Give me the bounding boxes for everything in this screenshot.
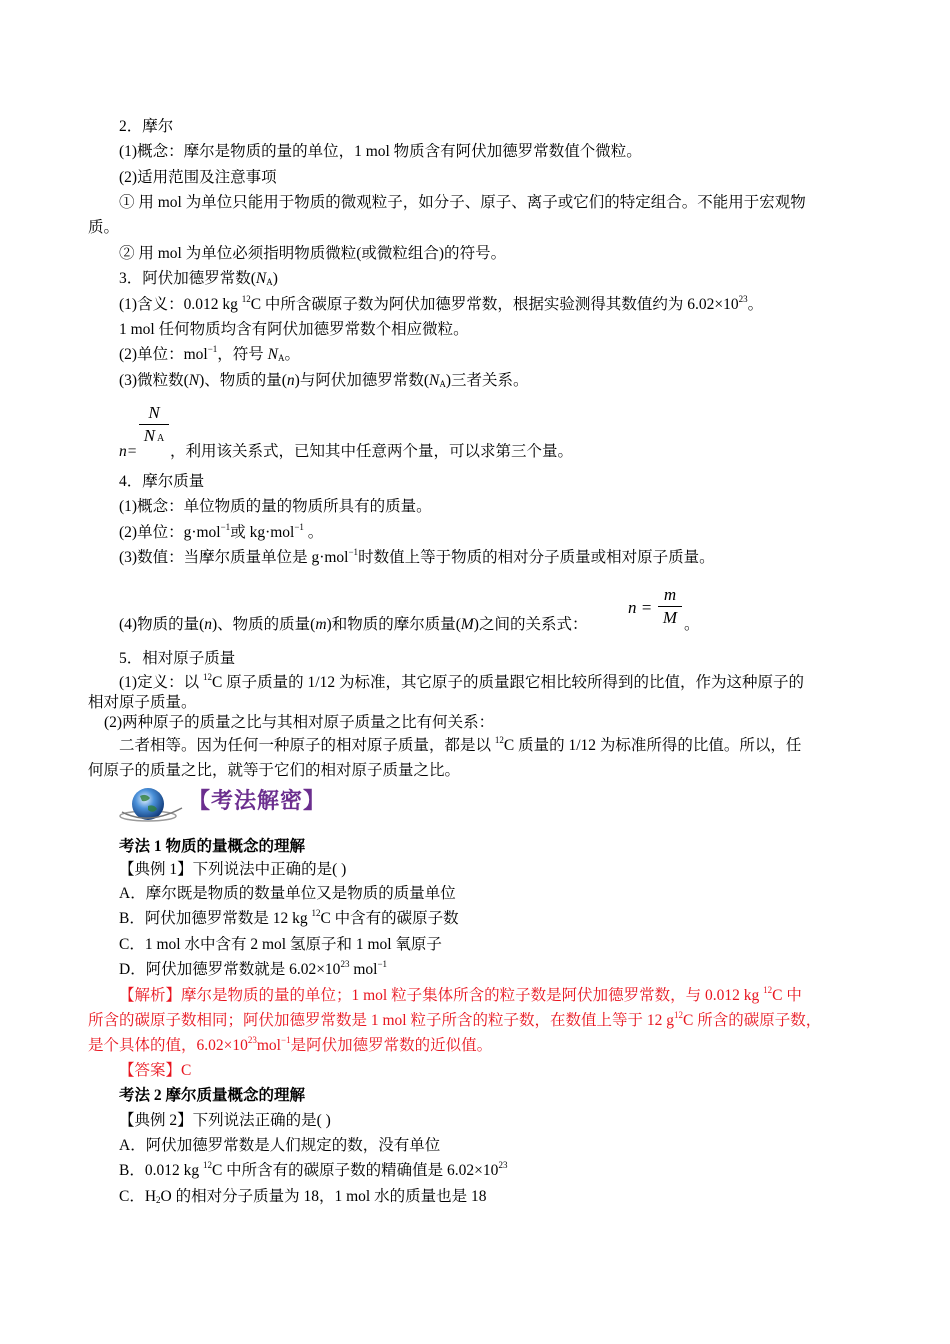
example-1-option-d: D．阿伏加德罗常数就是 $6.02\times 10^{23}$ mol$^{-1}$: [119, 959, 388, 978]
section-5-title: 5．相对原子质量: [119, 650, 236, 667]
relative-mass-answer-cont: 何原子的质量之比，就等于它们的相对原子质量之比。: [88, 762, 461, 779]
molar-mass-relation: (4)物质的量(n)、物质的质量(m)和物质的摩尔质量(M)之间的关系式：: [119, 616, 588, 633]
relative-mass-definition: (1)定义：以 $^{12}$C 原子质量的 1/12 为标准，其它原子的质量跟它相比较所得到的比值，作为这种原子的: [119, 672, 804, 691]
example-1-option-c: C．1 mol 水中含有 2 mol 氢原子和 1 mol 氧原子: [119, 936, 442, 953]
example-1-analysis-3: 是个具体的值，$6.02\times 10^{23}mol^{-1}$是阿伏加德罗常数的近似值。: [88, 1035, 493, 1054]
example-1-answer: 【答案】C: [119, 1062, 192, 1079]
section-3-title: 3．阿伏加德罗常数$(N_A)$: [119, 270, 278, 287]
formula-explanation: ，利用该关系式，已知其中任意两个量，可以求第三个量。: [170, 443, 574, 460]
example-1-option-b: B．阿伏加德罗常数是 12 kg $^{12}$C 中含有的碳原子数: [119, 908, 459, 927]
avogadro-relation: (3)微粒数(N)、物质的量(n)与阿伏加德罗常数$(N_A)$三者关系。: [119, 372, 529, 389]
formula2-fraction: [658, 584, 682, 629]
formula2-end: 。: [684, 616, 700, 633]
section-banner-title: 【考法解密】: [188, 789, 327, 814]
example-1-stem: 【典例 1】下列说法中正确的是( ): [119, 861, 347, 878]
method-2-title: 考法 2 摩尔质量概念的理解: [119, 1087, 306, 1104]
note-1: ① 用 mol 为单位只能用于物质的微观粒子，如分子、原子、离子或它们的特定组合。不能用于宏观物: [119, 194, 806, 211]
note-2: ② 用 mol 为单位必须指明物质微粒(或微粒组合)的符号。: [119, 245, 507, 262]
example-1-analysis-2: 所含的碳原子数相同；阿伏加德罗常数是 1 mol 粒子所含的粒子数，在数值上等于 12 $g^{12}C$ 所含的碳原子数，: [88, 1010, 822, 1029]
relative-mass-question: (2)两种原子的质量之比与其相对原子质量之比有何关系：: [104, 714, 495, 731]
formula2-numerator: m: [663, 585, 677, 604]
example-2-option-c: C．$H_2O$ 的相对分子质量为 18，1 mol 水的质量也是 18: [119, 1188, 487, 1205]
avogadro-unit: (2)单位：mol$^{-1}$，符号 $N_A$。: [119, 344, 301, 363]
example-1-option-a: A．摩尔既是物质的数量单位又是物质的质量单位: [119, 885, 456, 902]
mole-concept: (1)概念：摩尔是物质的量的单位，1 mol 物质含有阿伏加德罗常数值个微粒。: [119, 143, 642, 160]
example-2-stem: 【典例 2】下列说法正确的是( ): [119, 1112, 331, 1129]
section-4-title: 4．摩尔质量: [119, 473, 205, 490]
scope-title: (2)适用范围及注意事项: [119, 169, 277, 186]
formula-fraction: [139, 402, 169, 450]
formula-lhs: n=: [119, 443, 138, 460]
molar-mass-value: (3)数值：当摩尔质量单位是 g·mol$^{-1}$时数值上等于物质的相对分子质量或相对原子质量。: [119, 547, 715, 566]
avogadro-definition: (1)含义：0.012 kg $^{12}$C 中所含碳原子数为阿伏加德罗常数，根据实验测得其数值约为 $6.02\times 10^{23}$。: [119, 294, 764, 313]
relative-mass-definition-cont: 相对原子质量。: [88, 694, 197, 711]
formula2-lhs: n =: [628, 598, 653, 617]
formula-denominator: N A: [143, 426, 165, 445]
molar-mass-unit: (2)单位：g·mol$^{-1}$或 kg·mol$^{-1}$ 。: [119, 522, 324, 541]
relative-mass-answer: 二者相等。因为任何一种原子的相对原子质量，都是以 $^{12}$C 质量的 1/12 为标准所得的比值。所以，任: [119, 735, 802, 754]
molar-mass-concept: (1)概念：单位物质的量的物质所具有的质量。: [119, 498, 432, 515]
formula2-denominator: M: [662, 608, 678, 627]
section-2-title: 2．摩尔: [119, 118, 174, 135]
example-1-analysis: 【解析】摩尔是物质的量的单位；1 mol 粒子集体所含的粒子数是阿伏加德罗常数，与 0.012 kg $^{12}$C 中: [119, 985, 802, 1004]
note-1-cont: 质。: [88, 219, 120, 236]
example-2-option-b: B．0.012 kg $^{12}$C 中所含有的碳原子数的精确值是 $6.02\times 10^{23}$: [119, 1160, 508, 1179]
example-2-option-a: A．阿伏加德罗常数是人们规定的数，没有单位: [119, 1137, 441, 1154]
formula-numerator: N: [148, 403, 160, 422]
method-1-title: 考法 1 物质的量概念的理解: [119, 838, 306, 855]
avogadro-definition-2: 1 mol 任何物质均含有阿伏加德罗常数个相应微粒。: [119, 321, 469, 338]
